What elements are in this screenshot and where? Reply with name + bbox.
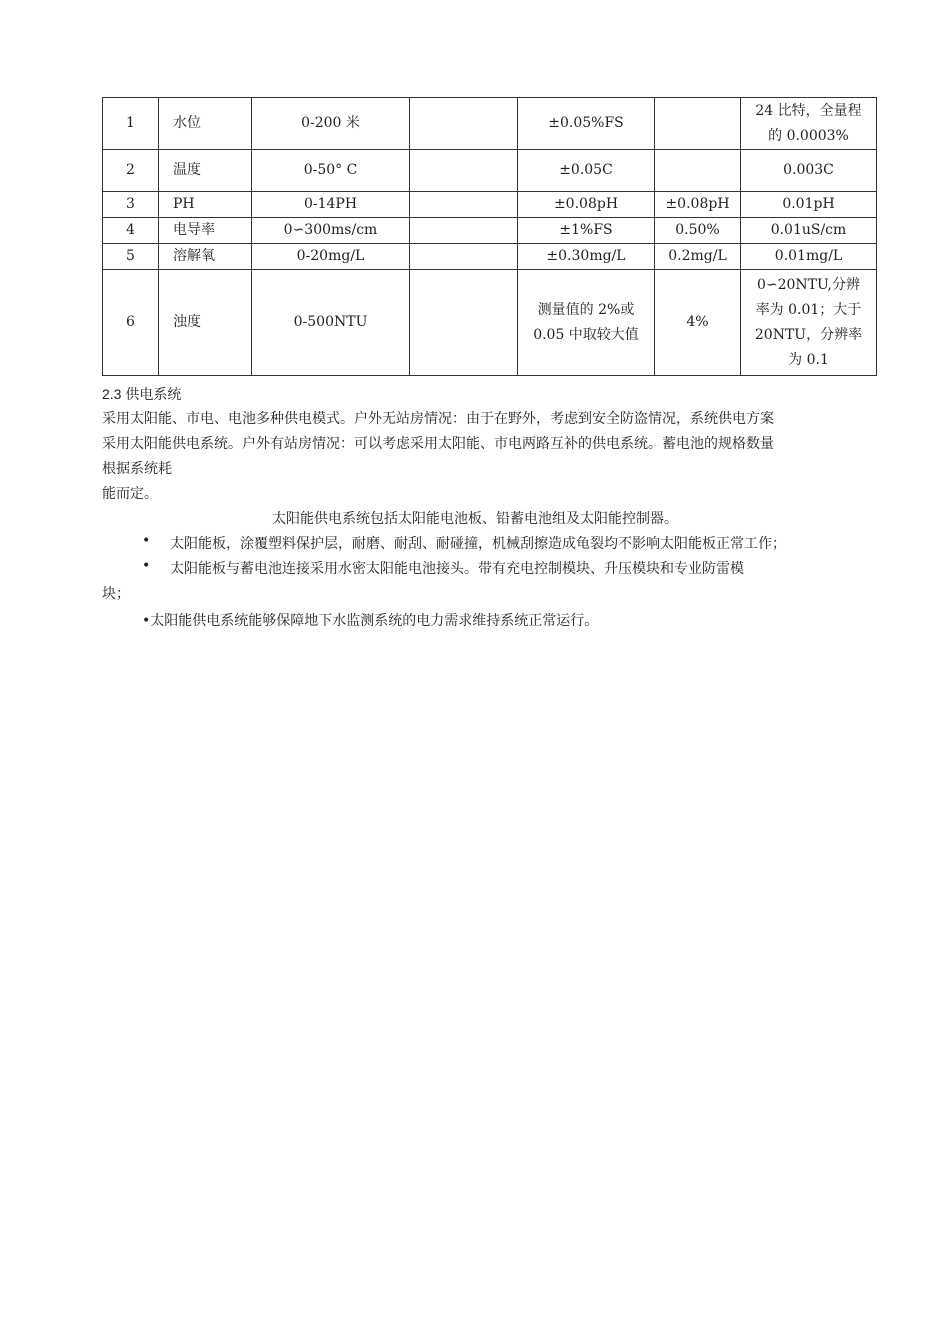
cell-line: 24 比特，全量程 [755, 102, 862, 119]
bullet-text: 太阳能板与蓄电池连接采用水密太阳能电池接头。带有充电控制模块、升压模块和专业防雷模 [170, 561, 744, 577]
cell-line: 为 0.1 [788, 351, 829, 368]
table-cell-name: 水位 [159, 98, 252, 150]
table-cell-accuracy: ±0.30mg/L [518, 244, 655, 270]
bullet-mark: • [142, 558, 151, 574]
cell-line: 0.01pH [782, 196, 835, 212]
cell-line: 0∽20NTU,分辨 [756, 276, 860, 293]
table-cell-no: 2 [103, 150, 159, 192]
table-cell-accuracy: ±0.08pH [518, 192, 655, 218]
table-cell-name: 电导率 [159, 218, 252, 244]
table-row [103, 244, 877, 270]
table-cell-resolution [741, 98, 877, 150]
table-cell-blank [410, 270, 518, 376]
table-cell-range: 0-50° C [252, 150, 410, 192]
paragraph-line: 能而定。 [102, 486, 158, 502]
table-cell-range: 0-500NTU [252, 270, 410, 376]
table-cell-extra [655, 98, 741, 150]
bullet-item-inline: •太阳能供电系统能够保障地下水监测系统的电力需求维持系统正常运行。 [142, 613, 599, 629]
cell-line: 率为 0.01；大于 [755, 301, 862, 318]
table-cell-extra: 0.2mg/L [655, 244, 741, 270]
cell-line: 0.01uS/cm [770, 222, 847, 238]
table-cell-name: 温度 [159, 150, 252, 192]
table-row [103, 270, 877, 376]
table-cell-resolution [741, 192, 877, 218]
paragraph-line: 根据系统耗 [102, 461, 172, 477]
bullet-text: 太阳能板，涂覆塑料保护层，耐磨、耐刮、耐碰撞，机械刮擦造成龟裂均不影响太阳能板正常工作； [170, 536, 786, 552]
table-cell-no: 3 [103, 192, 159, 218]
cell-line: 0.01mg/L [774, 248, 843, 264]
table-cell-accuracy [518, 270, 655, 376]
table-cell-no: 1 [103, 98, 159, 150]
cell-line: 测量值的 2%或 [537, 301, 635, 318]
table-cell-resolution [741, 270, 877, 376]
cell-line: 0.003C [783, 162, 834, 178]
table-cell-extra [655, 150, 741, 192]
table-cell-range: 0∽300ms/cm [252, 218, 410, 244]
cell-line: 20NTU，分辨率 [754, 326, 863, 343]
table-cell-extra: 4% [655, 270, 741, 376]
table-cell-resolution [741, 244, 877, 270]
table-cell-accuracy: ±1%FS [518, 218, 655, 244]
cell-line: 0.05 中取较大值 [533, 326, 639, 343]
table-row [103, 218, 877, 244]
table-cell-no: 5 [103, 244, 159, 270]
table-cell-name: 浊度 [159, 270, 252, 376]
table-cell-blank [410, 192, 518, 218]
table-cell-blank [410, 98, 518, 150]
paragraph-line: 采用太阳能供电系统。户外有站房情况：可以考虑采用太阳能、市电两路互补的供电系统。蓄电池的规格数量 [102, 436, 774, 452]
paragraph-line: 采用太阳能、市电、电池多种供电模式。户外无站房情况：由于在野外，考虑到安全防盗情况，系统供电方案 [102, 411, 774, 427]
section-heading: 2.3 供电系统 [102, 386, 182, 402]
table-row [103, 150, 877, 192]
sensor-spec-table [102, 97, 877, 376]
sensor-spec-table-body [103, 98, 877, 376]
table-cell-name: PH [159, 192, 252, 218]
table-cell-name: 溶解氧 [159, 244, 252, 270]
table-cell-accuracy: ±0.05C [518, 150, 655, 192]
table-cell-extra: ±0.08pH [655, 192, 741, 218]
table-cell-blank [410, 244, 518, 270]
table-row [103, 98, 877, 150]
table-cell-extra: 0.50% [655, 218, 741, 244]
table-cell-resolution [741, 150, 877, 192]
bullet-mark: • [142, 533, 151, 549]
table-cell-blank [410, 218, 518, 244]
table-cell-accuracy: ±0.05%FS [518, 98, 655, 150]
table-cell-range: 0-200 米 [252, 98, 410, 150]
bullet-continuation: 块； [102, 586, 130, 602]
cell-line: 的 0.0003% [768, 127, 849, 144]
table-cell-no: 6 [103, 270, 159, 376]
table-cell-range: 0-14PH [252, 192, 410, 218]
power-supply-paragraph [102, 407, 872, 507]
table-cell-range: 0-20mg/L [252, 244, 410, 270]
table-row [103, 192, 877, 218]
table-cell-blank [410, 150, 518, 192]
table-cell-no: 4 [103, 218, 159, 244]
solar-system-summary: 太阳能供电系统包括太阳能电池板、铅蓄电池组及太阳能控制器。 [272, 511, 678, 527]
table-cell-resolution [741, 218, 877, 244]
